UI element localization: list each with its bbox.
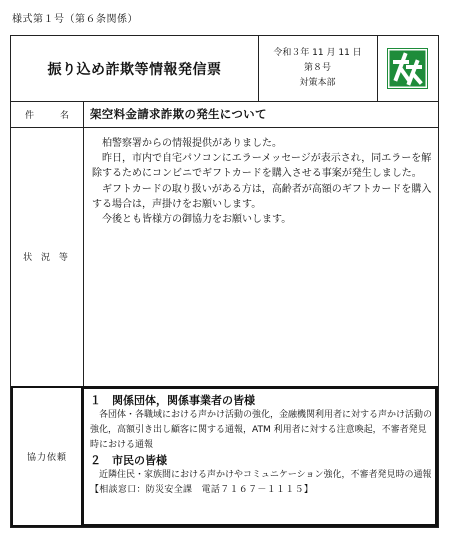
subject-row	[11, 101, 438, 128]
issuer: 対策本部	[299, 78, 336, 88]
issue-info	[258, 36, 378, 101]
section-text: 各団体・各職域における声かけ活動の強化，金融機関利用者に対する声かけ活動の強化，高額引き出し顧客に関する通報，ATM 利用者に対する注意喚起，不審者発見時における通報	[90, 410, 433, 450]
situation-paragraph: 柏警察署からの情報提供がありました。	[102, 138, 282, 149]
situation-paragraph: 昨日，市内で自宅パソコンにエラーメッセージが表示され，同エラーを解除するためにコンビニでギフトカードを購入させる事案が発生しました。	[92, 153, 432, 180]
cooperation-body	[84, 386, 438, 527]
form-number-label: 様式第１号（第６条関係）	[12, 14, 138, 25]
document-title: 振り込め詐欺等情報発信票	[47, 61, 222, 78]
subject-text: 架空料金請求詐欺の発生について	[90, 107, 267, 121]
section-heading: ２ 市民の皆様	[90, 454, 167, 467]
section-text: 近隣住民・家族間における声かけやコミュニケーション強化，不審者発見時の通報	[99, 470, 432, 480]
situation-paragraph: ギフトカードの取り扱いがある方は，高齢者が高額のギフトカードを購入する場合は，声掛けをお願いします。	[92, 183, 432, 210]
section-heading: １ 関係団体，関係事業者の皆様	[90, 394, 255, 407]
logo-cell	[377, 36, 438, 101]
issue-date: 令和３年 11 月 11 日	[273, 48, 362, 58]
header-row	[11, 36, 438, 102]
subject-label: 件 名	[11, 101, 84, 127]
city-emblem-icon	[387, 48, 428, 89]
cooperation-row	[11, 386, 438, 527]
contact-window: 【相談窓口：防災安全課 電話７１６７－１１１５】	[90, 485, 314, 495]
title-cell	[11, 36, 259, 101]
situation-row	[11, 127, 438, 387]
situation-paragraph: 今後とも皆様方の御協力をお願いします。	[102, 214, 292, 226]
issue-number: 第８号	[303, 63, 331, 73]
situation-body	[92, 136, 433, 227]
notice-sheet	[10, 35, 439, 528]
situation-label: 状 況 等	[11, 127, 84, 386]
cooperation-label: 協力依頼	[11, 386, 84, 527]
